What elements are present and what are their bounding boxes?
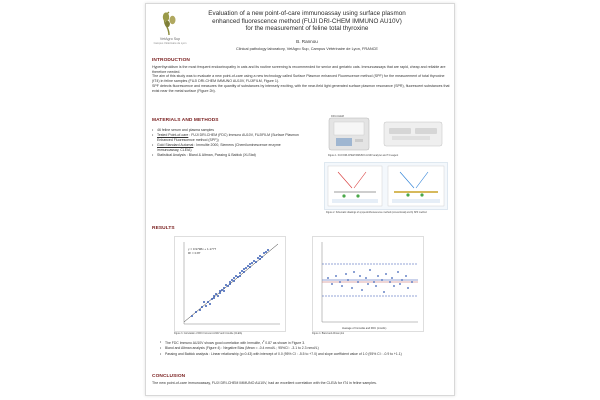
results-list	[160, 340, 450, 357]
bland-altman-point	[397, 271, 399, 273]
scatter-point	[247, 265, 249, 267]
figure-1-photos	[326, 114, 446, 154]
bland-altman-point	[359, 275, 361, 277]
scatter-point	[209, 303, 211, 305]
bland-altman-point	[373, 281, 375, 283]
bland-altman-point	[331, 283, 333, 285]
scatter-point	[255, 261, 257, 263]
scatter-point	[219, 292, 221, 294]
figure-2-schematic	[324, 162, 448, 210]
scatter-point	[249, 263, 251, 265]
figure-3-caption: Figure 3. Correlation of FDC Immuno AU10V and Immulite (CLEIA)	[174, 333, 243, 335]
bland-altman-point	[391, 277, 393, 279]
scatter-point	[203, 301, 205, 303]
introduction-heading: INTRODUCTION	[152, 58, 190, 63]
methods-item: • Gold Standard Automat : Immulite 2000, Siemens (Chemiluminescence enzyme immunoassay, CLEIA)	[152, 143, 302, 152]
title-line-1: Evaluation of a new point-of-care immunoassay using surface plasmon	[208, 10, 406, 17]
scatter-point	[253, 260, 255, 262]
intro-paragraph-3: SPF detects fluorescence and measures the quantity of substances by intensely exciting, with the near-field light generated surface plasmon resonance (SPR), fluorescent substances that exist near the metal surface (Figure 2b).	[152, 83, 450, 93]
scatter-point	[259, 258, 261, 260]
bland-altman-point	[367, 283, 369, 285]
scatter-point	[237, 276, 239, 278]
scatter-point	[263, 252, 265, 254]
scatter-point	[243, 271, 245, 273]
figure-4-x-label: Average of Immulite and FDC (nmol/L)	[342, 327, 387, 330]
figure-4-bland-altman-plot	[312, 236, 424, 332]
scatter-point	[213, 295, 215, 297]
scatter-point	[211, 298, 213, 300]
poster	[145, 3, 455, 396]
r-squared-label: R² = 0.87	[188, 251, 201, 255]
scatter-point	[261, 256, 263, 258]
title-line-3: for the measurement of feline total thyroxine	[245, 25, 369, 33]
methods-item: • Tested Point-of-care : FUJI DRI-CHEM (FDC) Immuno AU10V, FUJIFILM (Surface Plasmon Enhanced Fluorescence method (SPF))	[152, 133, 302, 142]
figure-4-caption: Figure 4. Bland and Altman plot	[312, 333, 345, 335]
scatter-point	[251, 262, 253, 264]
scatter-point	[221, 289, 223, 291]
introduction-body	[152, 65, 450, 93]
scatter-point	[245, 267, 247, 269]
bland-altman-point	[353, 271, 355, 273]
figure-2-caption: Figure 2. Schematic drawings of a) spectrofluorescence method (conventional) and b) SPF method	[326, 212, 427, 214]
bland-altman-point	[341, 285, 343, 287]
scatter-point	[231, 279, 233, 281]
bland-altman-point	[339, 281, 341, 283]
bland-altman-point	[335, 275, 337, 277]
scatter-point	[243, 268, 245, 270]
methods-heading: MATERIALS AND METHODS	[152, 118, 219, 123]
scatter-point	[227, 285, 229, 287]
logo-subtitle: Campus Vétérinaire de Lyon	[153, 42, 187, 45]
scatter-point	[233, 280, 235, 282]
scatter-point	[195, 311, 197, 313]
bland-altman-point	[401, 279, 403, 281]
scatter-point	[223, 290, 225, 292]
bland-altman-point	[383, 291, 385, 293]
scatter-point	[215, 293, 217, 295]
reagent-image	[384, 122, 442, 146]
bland-altman-point	[399, 283, 401, 285]
bland-altman-point	[365, 277, 367, 279]
conclusion-heading: CONCLUSION	[152, 374, 186, 379]
bland-altman-point	[385, 273, 387, 275]
bland-altman-point	[405, 275, 407, 277]
results-item: • Passing and Bablok analysis : Linear relationship (p=0.43) with intercept of 0.0 (95% CI : -5.5 to +7.0) and slope coefficient value of 1.0 (95% CI : -0.9 to +1.1)	[160, 352, 450, 356]
poster-title	[192, 10, 422, 33]
bland-altman-point	[327, 277, 329, 279]
methods-list	[152, 128, 302, 158]
figure-3-correlation-plot	[174, 236, 286, 332]
scatter-point	[241, 270, 243, 272]
bland-altman-point	[345, 273, 347, 275]
intro-paragraph-2: The aim of this study was to evaluate a new point-of-care using a new technology called Surface Plasmon enhanced Fluorescence method (SPF) for the measurement of total thyroxine (tT4) in feline samples (FUJI DRI-CHEM IMMUNO AU10V, FUJIFILM, Figure 1).	[152, 74, 445, 84]
bland-altman-point	[377, 275, 379, 277]
scatter-point	[199, 309, 201, 311]
affiliation: Clinical pathology laboratory, VetAgro Sup, Campus Vétérinaire de Lyon, FRANCE	[235, 46, 379, 51]
bland-altman-point	[357, 281, 359, 283]
author: B. Rannou	[296, 39, 318, 44]
regression-equation: y = 0.9798x + 1.1777	[188, 247, 217, 251]
figure-1-caption: Figure 1. FUJI DRI-CHEM IMMUNO AU10V analyzer and T4 reagent	[328, 155, 399, 157]
figure-1-device-label: DRI-CHEM	[331, 115, 344, 118]
scatter-point	[235, 275, 237, 277]
scatter-point	[249, 266, 251, 268]
results-item: • Bland and Altman analysis (Figure 4) : Negative Bias (Mean = -0.4 nmol/L ; 95%CI : -3.1 to 2.3 nmol/L)	[160, 346, 450, 350]
intro-paragraph-1: Hyperthyroidism is the most frequent endocrinopathy in cats and its routine screening is recommended for senior and geriatric cats. Immunoassays that are rapid, cheap and reliable are therefore needed.	[152, 65, 446, 74]
scatter-point	[265, 251, 267, 253]
results-item: • The FDC Immuno AU10V shows good correlation with Immulite, $r^2$ 0.87 as shown in Figure 3.	[160, 340, 450, 345]
scatter-point	[201, 306, 203, 308]
paw-leaf-icon	[158, 10, 180, 36]
bland-altman-point	[375, 285, 377, 287]
scatter-point	[207, 301, 209, 303]
scatter-point	[225, 284, 227, 286]
methods-item: • Statistical Analysis : Bland & Altman, Passing & Bablok (XLStat)	[152, 153, 302, 157]
scatter-point	[267, 249, 269, 251]
methods-item: • 46 feline serum and plasma samples	[152, 128, 302, 132]
scatter-point	[229, 283, 231, 285]
bland-altman-point	[351, 287, 353, 289]
scatter-point	[217, 295, 219, 297]
scatter-point	[205, 305, 207, 307]
bland-altman-point	[361, 289, 363, 291]
scatter-point	[219, 290, 221, 292]
bland-altman-point	[369, 269, 371, 271]
scatter-point	[233, 277, 235, 279]
scatter-point	[229, 281, 231, 283]
bland-altman-point	[411, 281, 413, 283]
bland-altman-point	[347, 279, 349, 281]
results-heading: RESULTS	[152, 226, 175, 231]
scatter-point	[223, 287, 225, 289]
scatter-point	[191, 315, 193, 317]
scatter-point	[213, 297, 215, 299]
bland-altman-point	[407, 287, 409, 289]
logo-name: VetAgro Sup	[159, 37, 181, 41]
title-line-2: enhanced fluorescence method (FUJI DRI-CHEM IMMUNO AU10V)	[212, 17, 402, 25]
scatter-point	[239, 275, 241, 277]
bland-altman-point	[389, 281, 391, 283]
scatter-point	[257, 257, 259, 259]
bland-altman-point	[393, 285, 395, 287]
scatter-point	[259, 255, 261, 257]
bland-altman-point	[381, 279, 383, 281]
scatter-point	[239, 272, 241, 274]
conclusion-text: The new point-of-care immunoassay, FUJI DRI-CHEM IMMUNO AU10V, had an excellent correlation with the CLEIA for tT4 in feline samples.	[152, 381, 377, 385]
analyzer-image	[329, 118, 369, 150]
